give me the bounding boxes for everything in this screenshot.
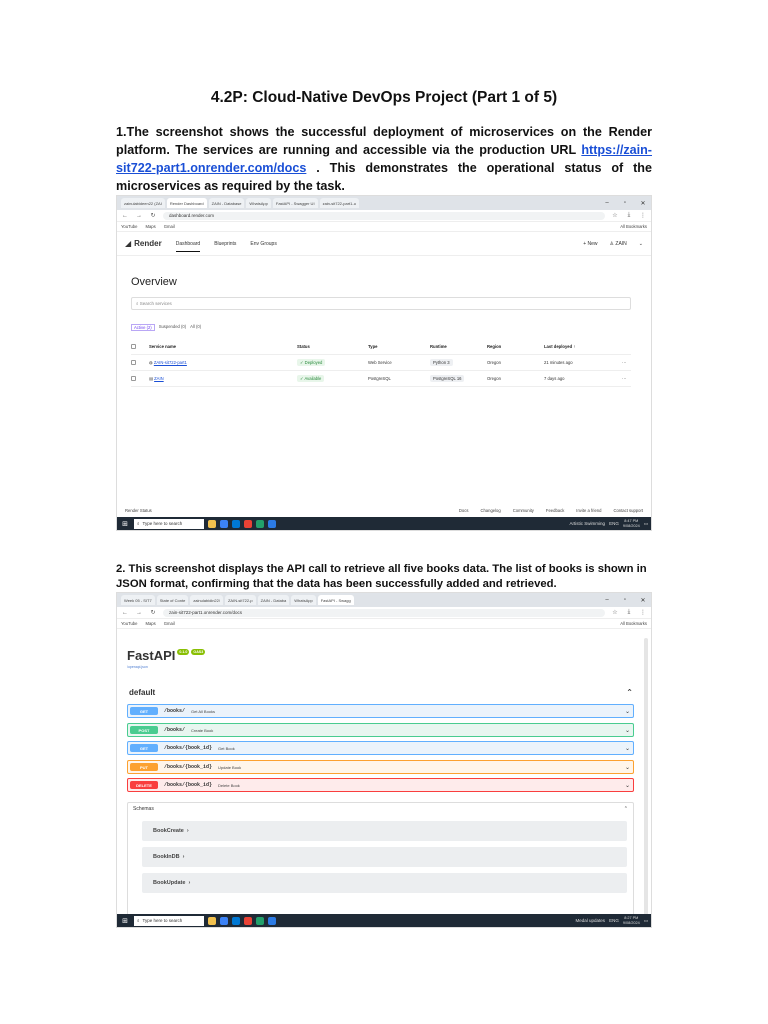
browser-tabbar: [117, 593, 651, 607]
clock-date: 9/08/2024: [622, 523, 640, 528]
op-path: /books/: [164, 727, 186, 733]
chevron-right-icon: ›: [185, 880, 191, 886]
op-summary: Get Book: [218, 745, 235, 751]
openapi-link[interactable]: /openapi.json: [127, 665, 148, 669]
bookmark-youtube[interactable]: YouTube: [121, 621, 138, 626]
address-bar: [117, 210, 651, 222]
op-get-books[interactable]: [127, 704, 634, 718]
render-header: [117, 232, 651, 256]
chevron-down-icon: ⌄: [624, 782, 630, 789]
col-header: Type: [368, 344, 378, 349]
user-icon: ♙: [609, 240, 616, 247]
mail-icon[interactable]: [232, 520, 240, 528]
notification-icon[interactable]: ▭: [643, 520, 648, 526]
nav-dashboard[interactable]: Dashboard: [176, 241, 200, 252]
taskbar-search[interactable]: [134, 916, 204, 926]
browser-tab[interactable]: ZAIN - Database: [209, 198, 245, 208]
bookmark-gmail[interactable]: Gmail: [163, 621, 175, 626]
clock-time: 8:27 PM: [624, 916, 639, 920]
taskbar-clock[interactable]: [623, 519, 640, 528]
col-header[interactable]: Last deployed ↑: [544, 344, 576, 349]
method-badge: PUT: [130, 763, 158, 771]
star-icon[interactable]: ☆: [612, 610, 618, 616]
file-explorer-icon[interactable]: [208, 917, 216, 925]
changelog-link[interactable]: Changelog: [480, 508, 501, 513]
service-type: Web Service: [368, 360, 392, 365]
filter-suspended[interactable]: Suspended (0): [158, 324, 187, 329]
render-logo-icon: ◢: [125, 239, 132, 248]
op-update-book[interactable]: [127, 760, 634, 774]
chevron-down-icon: ⌄: [624, 745, 630, 752]
method-badge: POST: [130, 726, 158, 734]
mail-icon[interactable]: [232, 917, 240, 925]
method-badge: GET: [130, 744, 158, 752]
forward-icon[interactable]: →: [136, 609, 142, 616]
clock-date: 9/08/2024: [622, 920, 640, 925]
service-type: PostgreSQL: [368, 376, 391, 381]
browser-tab[interactable]: zainulabidin22/: [190, 595, 223, 605]
oas-badge: OAS3: [193, 650, 204, 654]
filter-all[interactable]: All (0): [190, 324, 202, 329]
reload-icon[interactable]: ↻: [150, 213, 156, 219]
op-delete-book[interactable]: [127, 778, 634, 792]
nav-env-groups[interactable]: Env Groups: [250, 240, 277, 247]
region: Oregon: [487, 376, 501, 381]
op-path: /books/{book_id}: [164, 745, 213, 751]
close-icon[interactable]: ✕: [640, 597, 646, 604]
schema-item[interactable]: [142, 873, 627, 893]
maximize-icon[interactable]: ▫: [623, 200, 627, 206]
language-indicator[interactable]: ENG: [609, 521, 619, 526]
bookmark-maps[interactable]: Maps: [145, 224, 156, 229]
more-icon[interactable]: ⋯: [622, 376, 627, 381]
new-button[interactable]: + New: [583, 240, 598, 247]
production-url-link[interactable]: https://zain-sit722-part1.onrender.com/docs: [116, 143, 652, 175]
last-deployed: 7 days ago: [544, 376, 565, 381]
all-bookmarks[interactable]: All Bookmarks: [620, 224, 647, 229]
chevron-up-icon: ⌃: [623, 806, 628, 812]
search-icon: ⌕: [137, 521, 140, 526]
minimize-icon[interactable]: –: [605, 200, 609, 206]
docs-link[interactable]: Docs: [458, 508, 469, 513]
app-icon[interactable]: [256, 520, 264, 528]
status-badge: ✓ Available: [297, 375, 324, 382]
chrome-icon[interactable]: [244, 917, 252, 925]
reload-icon[interactable]: ↻: [150, 610, 156, 616]
app-icon[interactable]: [256, 917, 264, 925]
menu-icon[interactable]: ⋮: [640, 610, 646, 616]
render-footer: [117, 508, 651, 513]
download-icon[interactable]: ⤓: [627, 212, 631, 218]
browser-tab[interactable]: WhatsApp: [291, 595, 315, 605]
op-summary: Create Book: [191, 727, 214, 733]
select-all-checkbox[interactable]: [131, 344, 136, 349]
op-create-book[interactable]: [127, 723, 634, 737]
browser-tabbar: [117, 196, 651, 210]
windows-taskbar: [117, 914, 651, 927]
para1-text: 1.The screenshot shows the successful deployment of microservices on the Render platform. The services are running and accessible via the production URL: [116, 125, 652, 157]
nav-blueprints[interactable]: Blueprints: [214, 240, 237, 247]
edge-icon[interactable]: [220, 917, 228, 925]
notification-icon[interactable]: ▭: [643, 917, 648, 923]
op-summary: Delete Book: [218, 782, 240, 788]
paragraph-2: 2. This screenshot displays the API call to retrieve all five books data. The list of books is shown in JSON format, confirming that the data has been successfully added and retrieved.: [116, 563, 647, 590]
col-header: Service name: [149, 344, 177, 349]
brand-name: Render: [134, 239, 162, 248]
runtime-badge: Python 3: [430, 359, 453, 366]
table-row[interactable]: [131, 371, 631, 387]
bookmark-maps[interactable]: Maps: [145, 621, 156, 626]
contact-support-link[interactable]: Contact support: [613, 508, 643, 513]
feedback-link[interactable]: Feedback: [545, 508, 565, 513]
version-badge: 0.1.0: [179, 650, 188, 654]
back-icon[interactable]: ←: [122, 212, 128, 219]
schema-name: BookInDB: [153, 854, 180, 860]
col-header: Status: [297, 344, 310, 349]
browser-tab[interactable]: ZAIN - Databa: [258, 595, 290, 605]
render-dashboard-screenshot: [116, 195, 652, 531]
search-services-input[interactable]: [131, 297, 631, 310]
chevron-down-icon: ⌄: [624, 764, 630, 771]
bookmark-gmail[interactable]: Gmail: [163, 224, 175, 229]
windows-icon[interactable]: ⊞: [122, 917, 128, 925]
taskbar-search-text: Type here to search: [142, 918, 183, 923]
services-table: [131, 339, 631, 387]
filter-tabs: [131, 324, 631, 331]
chevron-right-icon: ›: [183, 828, 189, 834]
browser-tab[interactable]: FastAPI - Swagg: [318, 595, 354, 605]
taskbar-search-text: Type here to search: [142, 521, 183, 526]
status-badge: ✓ Deployed: [297, 359, 325, 366]
back-icon[interactable]: ←: [122, 609, 128, 616]
overview-heading: Overview: [131, 276, 177, 288]
schema-name: BookCreate: [153, 828, 184, 834]
chevron-up-icon: ⌃: [626, 688, 633, 697]
search-icon: ⌕: [136, 301, 140, 306]
last-deployed: 21 minutes ago: [544, 360, 573, 365]
op-summary: Update Book: [218, 764, 242, 770]
row-checkbox[interactable]: [131, 360, 136, 365]
row-checkbox[interactable]: [131, 376, 136, 381]
browser-tab[interactable]: WhatsApp: [246, 198, 270, 208]
op-path: /books/: [164, 708, 186, 714]
search-placeholder: Search services: [139, 301, 172, 306]
community-link[interactable]: Community: [512, 508, 534, 513]
table-header: [131, 339, 631, 355]
taskbar-clock[interactable]: [623, 916, 640, 925]
para1-text-end: . This demonstrates the operational status of the microservices as required by the task.: [116, 161, 652, 193]
url-field[interactable]: zain-sit722-part1.onrender.com/docs: [163, 609, 605, 617]
browser-tab[interactable]: FastAPI - Swagger UI: [273, 198, 318, 208]
section-title: default: [129, 688, 156, 697]
file-explorer-icon[interactable]: [208, 520, 216, 528]
edge-icon[interactable]: [220, 520, 228, 528]
fastapi-title: [127, 648, 205, 663]
app-title: FastAPI: [127, 648, 176, 663]
chrome-icon[interactable]: [244, 520, 252, 528]
address-bar: [117, 607, 651, 619]
taskbar-search[interactable]: [134, 519, 204, 529]
op-get-book[interactable]: [127, 741, 634, 755]
minimize-icon[interactable]: –: [605, 597, 609, 603]
forward-icon[interactable]: →: [136, 212, 142, 219]
bookmarks-bar: [117, 619, 651, 629]
default-section-header[interactable]: [129, 688, 633, 697]
language-indicator[interactable]: ENG: [609, 918, 619, 923]
url-field[interactable]: dashboard.render.com: [163, 212, 605, 220]
chevron-right-icon: ›: [179, 854, 185, 860]
method-badge: GET: [130, 707, 158, 715]
chevron-down-icon: ⌄: [624, 727, 630, 734]
menu-icon[interactable]: ⋮: [640, 213, 646, 219]
service-link[interactable]: ZAIN-sit722-part1: [153, 360, 187, 365]
op-path: /books/{book_id}: [164, 782, 213, 788]
close-icon[interactable]: ✕: [640, 200, 646, 207]
col-header: Runtime: [430, 344, 447, 349]
more-icon[interactable]: ⋯: [622, 360, 627, 365]
render-logo[interactable]: [125, 239, 162, 248]
vscode-icon[interactable]: [268, 917, 276, 925]
taskbar-weather[interactable]: Artistic Swimming: [569, 521, 606, 526]
op-summary: Get All Books: [191, 708, 216, 714]
clock-time: 8:47 PM: [624, 519, 639, 523]
schema-name: BookUpdate: [153, 880, 186, 886]
region: Oregon: [487, 360, 501, 365]
runtime-badge: PostgreSQL 16: [430, 375, 464, 382]
schemas-title: Schemas: [133, 806, 154, 812]
schema-item[interactable]: [142, 847, 627, 867]
browser-tab[interactable]: State of Conte: [157, 595, 189, 605]
method-badge: DELETE: [130, 781, 158, 789]
browser-tab[interactable]: Week 05 - SIT7: [121, 595, 155, 605]
browser-tab[interactable]: ZAIN-sit722-p: [225, 595, 256, 605]
vscode-icon[interactable]: [268, 520, 276, 528]
maximize-icon[interactable]: ▫: [623, 597, 627, 603]
browser-tab[interactable]: zainulabideen22 (ZAI: [121, 198, 165, 208]
user-name: ZAIN: [615, 240, 627, 247]
scrollbar[interactable]: [644, 638, 648, 918]
schemas-section: [127, 802, 634, 922]
all-bookmarks[interactable]: All Bookmarks: [620, 621, 647, 626]
browser-tab[interactable]: Render Dashboard: [167, 198, 207, 208]
render-main: [131, 276, 631, 387]
browser-tab[interactable]: zain-sit722-part1-u: [320, 198, 359, 208]
bookmark-youtube[interactable]: YouTube: [121, 224, 138, 229]
chevron-down-icon[interactable]: ⌄: [638, 240, 643, 247]
taskbar-weather[interactable]: Medal updates: [575, 918, 606, 923]
filter-active[interactable]: Active (2): [131, 324, 155, 331]
star-icon[interactable]: ☆: [612, 213, 618, 219]
paragraph-1: [116, 123, 652, 195]
invite-link[interactable]: Invite a friend: [576, 508, 602, 513]
col-header: Region: [487, 344, 502, 349]
bookmarks-bar: [117, 222, 651, 232]
user-menu[interactable]: [610, 241, 627, 247]
fastapi-swagger-screenshot: [116, 592, 652, 928]
service-link[interactable]: ZAIN: [154, 376, 164, 381]
op-path: /books/{book_id}: [164, 764, 213, 770]
render-status-link[interactable]: Render Status: [125, 508, 152, 513]
search-icon: ⌕: [137, 918, 140, 923]
windows-icon[interactable]: ⊞: [122, 520, 128, 528]
page-title: 4.2P: Cloud-Native DevOps Project (Part 1 of 5): [210, 89, 558, 106]
table-row[interactable]: [131, 355, 631, 371]
windows-taskbar: [117, 517, 651, 530]
database-icon: ▤: [149, 376, 155, 381]
schemas-header[interactable]: [128, 803, 633, 815]
service-icon: ◍: [149, 360, 154, 365]
download-icon[interactable]: ⤓: [627, 609, 631, 615]
chevron-down-icon: ⌄: [624, 708, 630, 715]
schema-item[interactable]: [142, 821, 627, 841]
